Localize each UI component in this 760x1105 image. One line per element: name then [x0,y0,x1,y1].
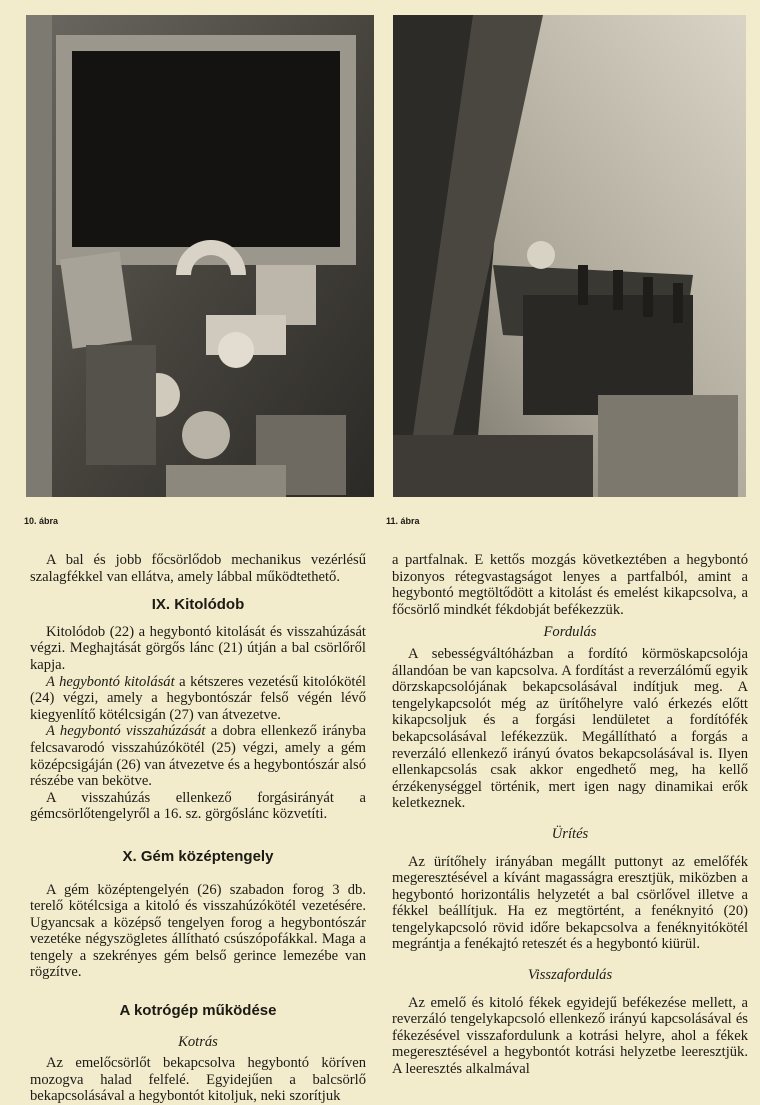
figure-11-photo [393,15,746,497]
section-heading-kotrogep: A kotrógép működése [119,1002,277,1020]
figure-10-caption: 10. ábra [24,516,59,526]
paragraph-text: a dobra ellenkező irányba felcsavarodó visszahúzókötél (25) végzi, amely a gém középcsigáján (26) van átvezetve és a hegybontószár alsó részébe van bekötve. [30,723,366,790]
section-heading-ix: IX. Kitolódob [151,596,245,614]
paragraph-text: a kétszeres vezetésű kitolókötél (24) végzi, amely a hegybontószár felső végén lévő kiegyenlítő kötélcsigán (27) van átvezetve. [30,673,366,723]
subheading-urites: Ürítés [551,825,589,842]
paragraph [30,674,366,724]
paragraph: a partfalnak. E kettős mozgás következtében a hegybontó bizonyos rétegvastagságot lenyes a partfalból, amint a hegybontó megtöltődött a kitolást és emelést kikapcsolva, a főcsörlő mindkét fékdobját befékezzük. [392,552,748,618]
left-column [30,552,366,1105]
paragraph: A visszahúzás ellenkező forgásirányát a gémcsörlőtengelyről a 16. sz. görgőslánc közvetíti. [30,789,366,823]
paragraph: Kitolódob (22) a hegybontó kitolását és visszahúzását végzi. Meghajtását görgős lánc (21) útján a bal csörlőről kapja. [30,623,366,673]
right-column [392,552,748,1078]
figure-11-caption: 11. ábra [386,516,420,526]
paragraph: A sebességváltóházban a fordító körmöskapcsolója állandóan be van kapcsolva. A fordítást a reverzálómű egyik dörzskapcsolójának bekapcsolásával indítjuk meg. A tengelykapcsolót még az ürítőhelyre való érkezés előtt kikapcsoljuk és a forgási lendületet a fordítófék bekapcsolásával lefékezzük. Megállítható a forgás a reverzáló ellenkező irányú óvatos bekapcsolásával is. Ilyen ellenkapcsolás csak akkor engedhető meg, ha kellő érzékenységgel történik, mert igen nagy dinamikai erők keletkeznek. [392,645,748,812]
paragraph: Az emelő és kitoló fékek egyidejű befékezése mellett, a reverzáló tengelykapcsoló ellenkező irányú kapcsolásával és fékezésével visszafordulunk a kotrási helyre, ahol a fékek megeresztésével a hegybontót kotrási helyzetbe leeresztjük. A leeresztés alkalmával [392,994,748,1078]
paragraph: Az emelőcsörlőt bekapcsolva hegybontó köríven mozogva halad felfelé. Egyidejűen a balcsörlő bekapcsolásával a hegybontót kitoljuk, neki szorítjuk [30,1055,366,1105]
figure-10-photo [26,15,374,497]
subheading-fordulas: Fordulás [543,624,597,641]
paragraph: A bal és jobb főcsörlődob mechanikus vezérlésű szalagfékkel van ellátva, amely lábbal működtethető. [30,552,366,585]
emphasis-text: A hegybontó kitolását [46,673,175,690]
emphasis-text: A hegybontó visszahúzását [46,723,206,740]
paragraph: Az ürítőhely irányában megállt puttonyt az emelőfék megeresztésével a kívánt magasságra eresztjük, miközben a hegybontó horizontális helyzetét a bal csörlővel illetve a fékkel beállítjuk. Ha ez megtörtént, a fenéknyitó (20) tengelykapcsoló rövid időre bekapcsolva a fenéknyitókötél megrántja a fenékajtó reteszét és a hegybontó kiürül. [392,853,748,953]
subheading-visszafordulas: Visszafordulás [527,967,613,984]
paragraph: A gém középtengelyén (26) szabadon forog 3 db. terelő kötélcsiga a kitoló és visszahúzókötél vezetésére. Ugyancsak a középső tengelyen forog a hegybontószár vezetéke négyszögletes állítható csúszópofákkal. Maga a tengely a szekrényes gém belső gerince lemezébe van rögzítve. [30,881,366,981]
subheading-kotras: Kotrás [178,1033,218,1050]
paragraph [30,723,366,789]
section-heading-x: X. Gém középtengely [122,847,274,865]
